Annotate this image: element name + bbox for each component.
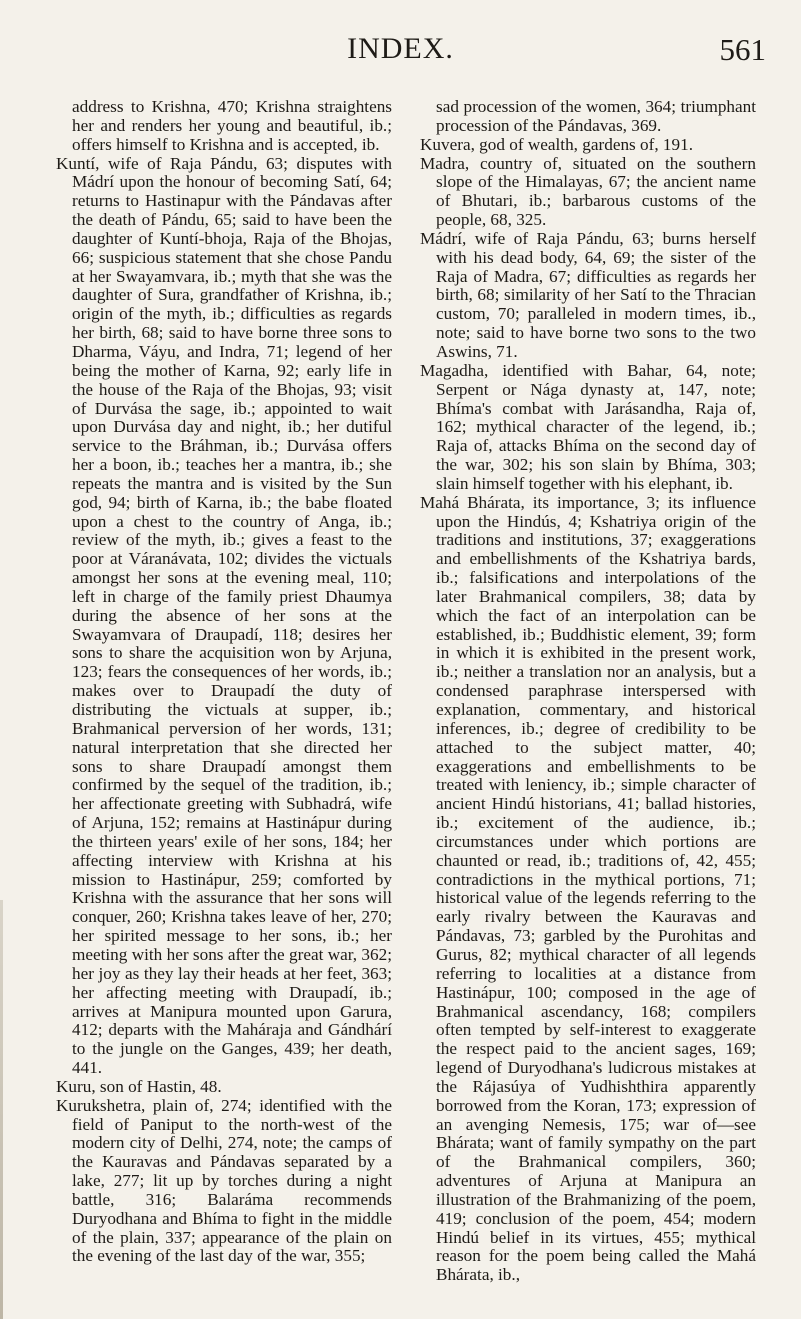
index-entry-magadha: Magadha, identified with Bahar, 64, note; Serpent or Nága dynasty at, 147, note; Bhíma's combat with Jarásandha, Raja of, 162; mythical character of the legend, ib.; Raja of, attacks Bhíma on the second day of the war, 302; his son slain by Bhíma, 303; slain himself together with his elephant, ib. (420, 360, 756, 493)
index-entry-continuation: sad procession of the women, 364; triumphant procession of the Pándavas, 369. (436, 97, 756, 135)
index-entry-kuvera: Kuvera, god of wealth, gardens of, 191. (420, 134, 694, 154)
index-entry-kunti: Kuntí, wife of Raja Pándu, 63; disputes with Mádrí upon the honour of becoming Satí, 64; returns to Hastinapur with the Pándavas after the death of Pándu, 65; said to have been the daughter of Kuntí-bhoja, Raja of the Bhojas, 66; suspicious statement that she chose Pandu at her Swayamvara, ib.; myth that she was the daughter of Sura, grandfather of Krishna, ib.; origin of the myth, ib.; difficulties as regards her birth, 68; said to have borne three sons to Dharma, Váyu, and Indra, 71; legend of her being the mother of Karna, 92; early life in the house of the Raja of the Bhojas, 93; visit of Durvása the sage, ib.; appointed to wait upon Durvása day and night, ib.; her dutiful service to the Bráhman, ib.; Durvása offers her a boon, ib.; teaches her a mantra, ib.; she repeats the mantra and is visited by the Sun god, 94; birth of Karna, ib.; the babe floated upon a chest to the country of Anga, ib.; review of the myth, ib.; gives a feast to the poor at Váranávata, 102; divides the victuals amongst her sons at the evening meal, 110; left in charge of the family priest Dhaumya during the absence of her sons at the Swayamvara of Draupadí, 118; desires her sons to share the acquisition won by Arjuna, 123; fears the consequences of her words, ib.; makes over to Draupadí the duty of distributing the victuals at supper, ib.; Brahmanical perversion of her words, 131; natural interpretation that she directed her sons to share Draupadí amongst them confirmed by the sequel of the tradition, ib.; her affectionate greeting with Subhadrá, wife of Arjuna, 152; remains at Hastinápur during the thirteen years' exile of her sons, 184; her affecting interview with Krishna at his mission to Hastinápur, 259; comforted by Krishna with the assurance that her sons will conquer, 260; Krishna takes leave of her, 270; her spirited message to her sons, ib.; her meeting with her sons after the great war, 362; her joy as they lay their heads at her feet, 363; her affecting meeting with Draupadí, ib.; arrives at Manipura mounted upon Garura, 412; departs with the Maháraja and Gándhárí to the jungle on the Ganges, 439; her death, 441. (56, 153, 392, 1078)
page-header (0, 32, 801, 72)
index-entry-madra: Madra, country of, situated on the southern slope of the Himalayas, 67; the ancient name of Bhutari, ib.; barbarous customs of the people, 68, 325. (420, 153, 756, 230)
index-entry-kurukshetra: Kurukshetra, plain of, 274; identified with the field of Paniput to the north-west of the modern city of Delhi, 274, note; the camps of the Kauravas and Pándavas separated by a lake, 277; lit up by torches during a night battle, 316; Balaráma recommends Duryodhana and Bhíma to fight in the middle of the plain, 337; appearance of the plain on the evening of the last day of the war, 355; (56, 1095, 392, 1266)
left-column (56, 98, 392, 1266)
right-column (420, 98, 756, 1285)
page-title: INDEX. (347, 32, 454, 65)
index-entry-continuation: address to Krishna, 470; Krishna straightens her and renders her young and beautiful, ib.; offers himself to Krishna and is accepted, ib. (72, 97, 392, 154)
index-entry-maha-bharata: Mahá Bhárata, its importance, 3; its influence upon the Hindús, 4; Kshatriya origin of the traditions and institutions, 37; exaggerations and embellishments of the Kshatriya bards, ib.; falsifications and interpolations of the later Brahmanical compilers, 38; data by which the fact of an interpolation can be established, ib.; Buddhistic element, 39; form in which it is exhibited in the present work, ib.; neither a translation nor an analysis, but a condensed paraphrase interspersed with explanation, commentary, and historical inferences, ib.; degree of credibility to be attached to the subject matter, 40; exaggerations and embellishments to be treated with leniency, ib.; simple character of ancient Hindú historians, 41; ballad histories, ib.; excitement of the audience, ib.; circumstances under which portions are chaunted or read, ib.; traditions of, 42, 455; contradictions in the mythical portions, 71; historical value of the legends referring to the early rivalry between the Kauravas and Pándavas, 73; garbled by the Purohitas and Gurus, 82; mythical character of all legends referring to localities at a distance from Hastinápur, 100; composed in the age of Brahmanical ascendancy, 168; compilers often tempted by self-interest to exaggerate the respect paid to the ancient sages, 169; legend of Duryodhana's ludicrous mistakes at the Rájasúya of Yudhishthira apparently borrowed from the Koran, 173; expression of an avenging Nemesis, 175; war of—see Bhárata; want of family sympathy on the part of the Brahmanical compilers, 360; adventures of Arjuna at Manipura an illustration of the Brahmanizing of the poem, 419; conclusion of the poem, 454; modern Hindú belief in its virtues, 455; mythical reason for the poem being called the Mahá Bhárata, ib., (420, 492, 756, 1285)
page-edge-shadow (0, 900, 3, 1319)
index-entry-madri: Mádrí, wife of Raja Pándu, 63; burns herself with his dead body, 64, 69; the sister of the Raja of Madra, 67; difficulties as regards her birth, 68; similarity of her Satí to the Thracian custom, 70; paralleled in modern times, ib., note; said to have borne two sons to the two Aswins, 71. (420, 228, 756, 361)
index-entry-kuru: Kuru, son of Hastin, 48. (56, 1076, 222, 1096)
page-number: 561 (719, 32, 766, 67)
